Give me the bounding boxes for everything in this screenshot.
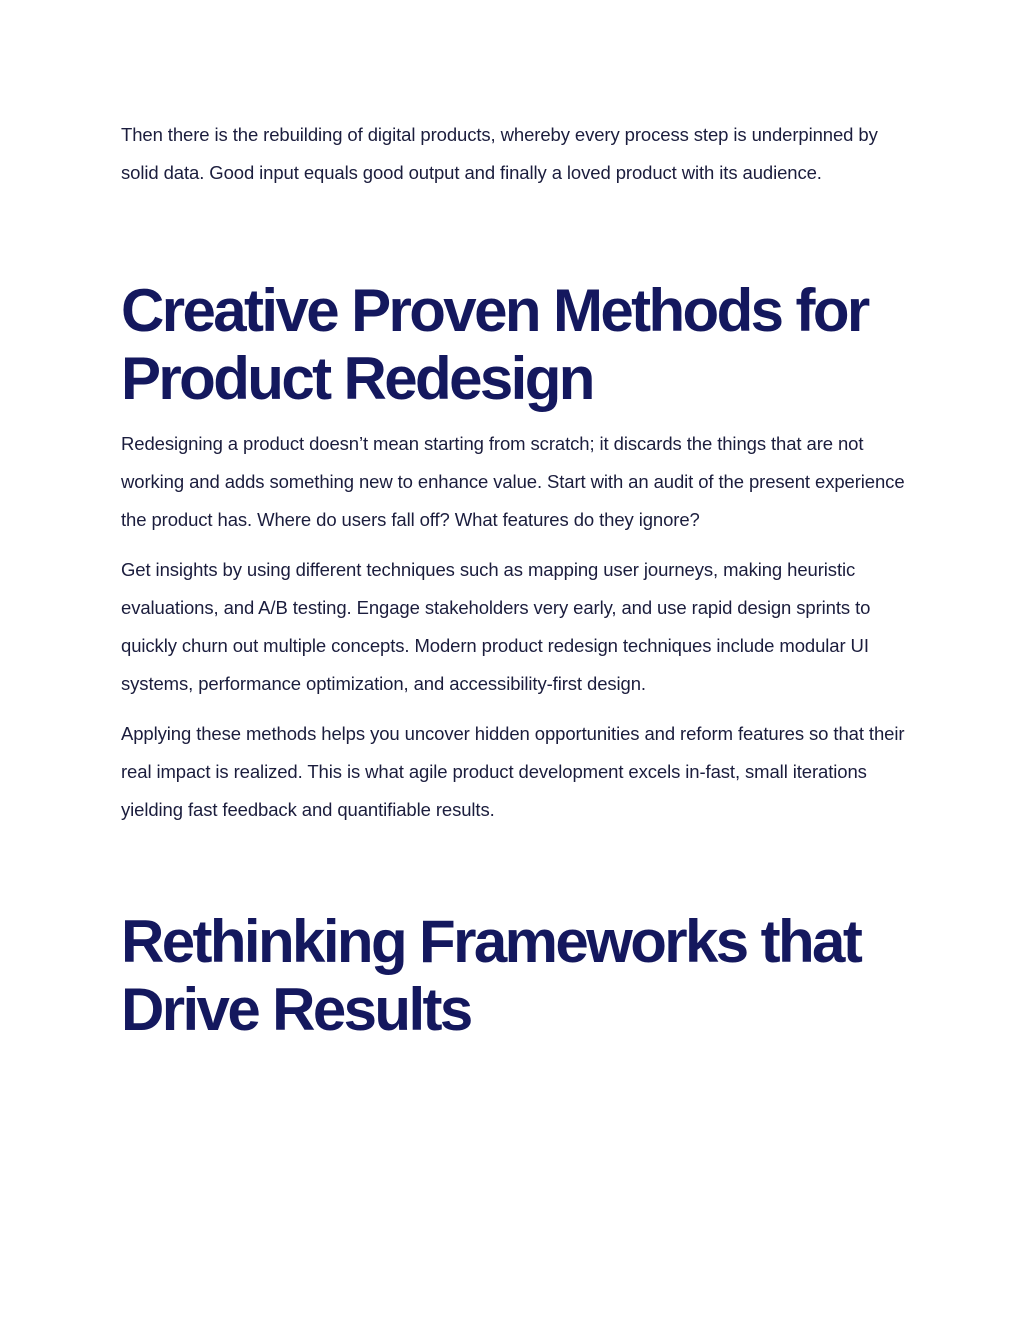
intro-paragraph: Then there is the rebuilding of digital products, whereby every process step is underpinned by solid data. Good input equals good output and finally a loved product with its audience.	[121, 124, 878, 183]
body-paragraph: Get insights by using different techniques such as mapping user journeys, making heuristic evaluations, and A/B testing. Engage stakeholders very early, and use rapid design sprints to quickly churn out multiple concepts. Modern product redesign techniques include modular UI systems, performance optimization, and accessibility-first design.	[121, 559, 871, 694]
article-content	[121, 116, 911, 1044]
section-product-redesign	[121, 277, 911, 829]
section-heading: Rethinking Frameworks that Drive Results	[121, 908, 861, 1043]
body-paragraph: Applying these methods helps you uncover hidden opportunities and reform features so that their real impact is realized. This is what agile product development excels in-fast, small iterations yielding fast feedback and quantifiable results.	[121, 723, 905, 820]
section-heading: Creative Proven Methods for Product Redesign	[121, 277, 868, 412]
section-frameworks	[121, 908, 911, 1044]
body-paragraph: Redesigning a product doesn’t mean starting from scratch; it discards the things that are not working and adds something new to enhance value. Start with an audit of the present experience the product has. Where do users fall off? What features do they ignore?	[121, 433, 905, 530]
